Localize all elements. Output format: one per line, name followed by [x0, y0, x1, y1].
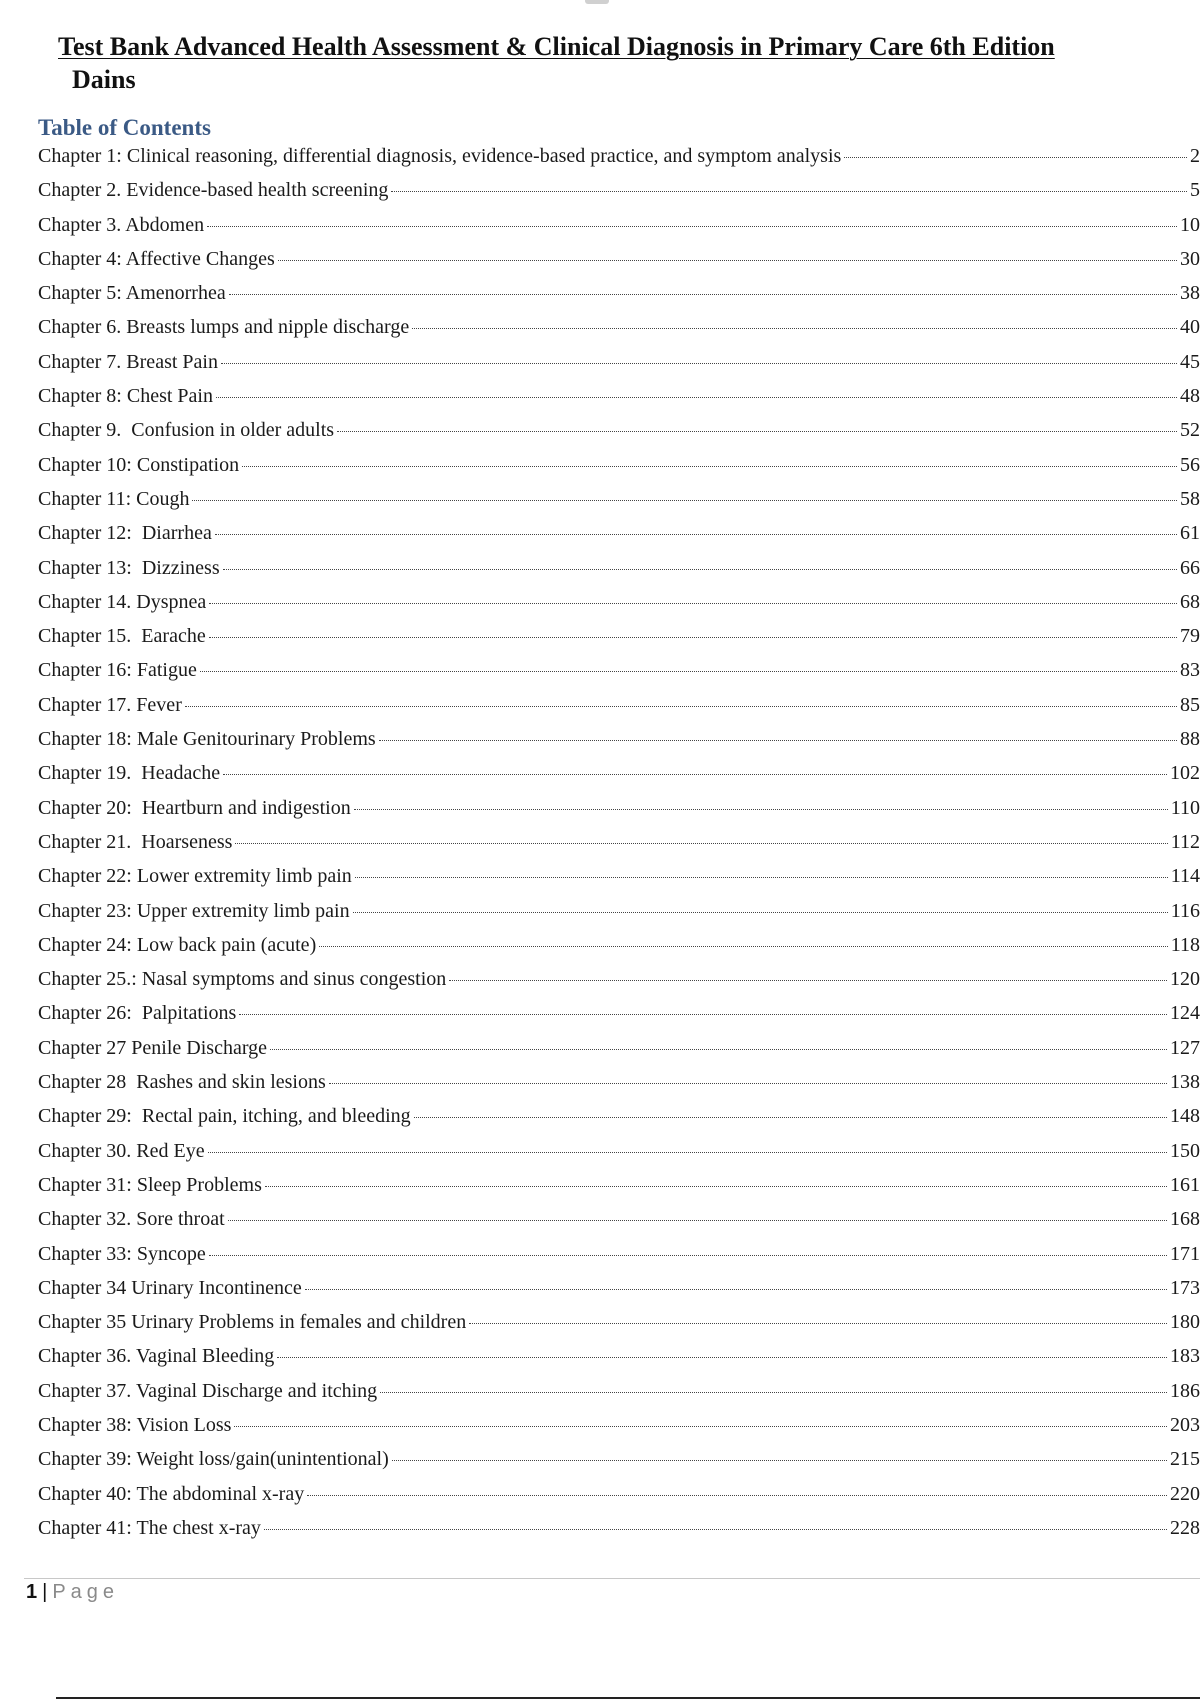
toc-dot-leader	[391, 191, 1187, 192]
footer-divider	[24, 1578, 1200, 1579]
toc-entry-page: 88	[1180, 728, 1200, 751]
toc-entry-page: 10	[1180, 213, 1200, 236]
toc-entry[interactable]	[38, 1037, 1200, 1071]
toc-entry-title: Chapter 15. Earache	[38, 625, 206, 648]
toc-dot-leader	[234, 1426, 1167, 1427]
toc-entry-page: 102	[1170, 762, 1200, 785]
page-label: Page	[52, 1581, 120, 1603]
toc-entry-page: 30	[1180, 247, 1200, 270]
toc-entry-title: Chapter 2. Evidence-based health screening	[38, 179, 389, 202]
toc-entry[interactable]	[38, 488, 1200, 522]
toc-entry-title: Chapter 39: Weight loss/gain(unintentional)	[38, 1448, 389, 1471]
toc-entry-title: Chapter 18: Male Genitourinary Problems	[38, 728, 376, 751]
toc-entry-title: Chapter 7. Breast Pain	[38, 350, 218, 373]
page-footer	[26, 1581, 119, 1604]
toc-entry-title: Chapter 22: Lower extremity limb pain	[38, 865, 352, 888]
toc-entry[interactable]	[38, 1483, 1200, 1517]
toc-entry[interactable]	[38, 1208, 1200, 1242]
toc-entry-page: 138	[1170, 1071, 1200, 1094]
toc-entry[interactable]	[38, 179, 1200, 213]
toc-entry-page: 79	[1180, 625, 1200, 648]
toc-dot-leader	[355, 877, 1168, 878]
toc-entry[interactable]	[38, 968, 1200, 1002]
toc-entry-title: Chapter 14. Dyspnea	[38, 590, 207, 613]
toc-entry[interactable]	[38, 591, 1200, 625]
toc-dot-leader	[277, 1357, 1167, 1358]
toc-entry-page: 48	[1180, 385, 1200, 408]
toc-entry-title: Chapter 3. Abdomen	[38, 213, 205, 236]
top-edge-mark	[585, 0, 609, 4]
toc-entry[interactable]	[38, 1345, 1200, 1379]
toc-entry-title: Chapter 33: Syncope	[38, 1242, 206, 1265]
toc-entry-title: Chapter 31: Sleep Problems	[38, 1173, 262, 1196]
toc-entry-title: Chapter 28 Rashes and skin lesions	[38, 1071, 326, 1094]
toc-entry[interactable]	[38, 865, 1200, 899]
toc-entry[interactable]	[38, 900, 1200, 934]
toc-entry-title: Chapter 25.: Nasal symptoms and sinus congestion	[38, 968, 447, 991]
toc-dot-leader	[264, 1529, 1167, 1530]
page-separator: |	[42, 1581, 48, 1603]
toc-entry-title: Chapter 29: Rectal pain, itching, and bleeding	[38, 1105, 411, 1128]
toc-dot-leader	[221, 363, 1177, 364]
toc-entry-title: Chapter 20: Heartburn and indigestion	[38, 796, 351, 819]
toc-entry[interactable]	[38, 934, 1200, 968]
toc-entry-title: Chapter 38: Vision Loss	[38, 1413, 232, 1436]
toc-entry-title: Chapter 26: Palpitations	[38, 1002, 237, 1025]
document-title-line-2: Dains	[72, 65, 136, 94]
toc-dot-leader	[319, 946, 1168, 947]
toc-entry-title: Chapter 24: Low back pain (acute)	[38, 933, 317, 956]
toc-dot-leader	[337, 431, 1177, 432]
toc-entry-page: 124	[1170, 1002, 1200, 1025]
toc-dot-leader	[242, 466, 1177, 467]
toc-entry-title: Chapter 30. Red Eye	[38, 1139, 205, 1162]
toc-dot-leader	[412, 328, 1177, 329]
toc-dot-leader	[380, 1392, 1167, 1393]
toc-entry-title: Chapter 13: Dizziness	[38, 556, 220, 579]
toc-dot-leader	[223, 569, 1177, 570]
toc-dot-leader	[353, 912, 1168, 913]
toc-entry-title: Chapter 8: Chest Pain	[38, 385, 213, 408]
toc-dot-leader	[379, 740, 1177, 741]
toc-entry[interactable]	[38, 762, 1200, 796]
toc-dot-leader	[216, 397, 1177, 398]
toc-entry-title: Chapter 41: The chest x-ray	[38, 1516, 261, 1539]
toc-entry[interactable]	[38, 351, 1200, 385]
toc-entry-title: Chapter 11: Cough	[38, 487, 190, 510]
toc-dot-leader	[228, 1220, 1167, 1221]
toc-entry-page: 58	[1180, 487, 1200, 510]
toc-entry-page: 228	[1170, 1516, 1200, 1539]
toc-entry-page: 183	[1170, 1345, 1200, 1368]
toc-dot-leader	[215, 534, 1177, 535]
toc-entry[interactable]	[38, 1517, 1200, 1551]
toc-entry-title: Chapter 10: Constipation	[38, 453, 240, 476]
toc-entry-title: Chapter 1: Clinical reasoning, differential diagnosis, evidence-based practice, and symptom analysis	[38, 145, 842, 167]
toc-dot-leader	[329, 1083, 1167, 1084]
toc-entry[interactable]	[38, 557, 1200, 591]
toc-entry[interactable]	[38, 145, 1200, 179]
toc-entry-title: Chapter 27 Penile Discharge	[38, 1036, 268, 1059]
toc-entry-page: 186	[1170, 1379, 1200, 1402]
toc-dot-leader	[307, 1495, 1167, 1496]
toc-entry-page: 68	[1180, 590, 1200, 613]
toc-entry-page: 118	[1170, 933, 1200, 956]
toc-entry-page: 203	[1170, 1413, 1200, 1436]
toc-dot-leader	[209, 1255, 1167, 1256]
toc-dot-leader	[414, 1117, 1167, 1118]
toc-dot-leader	[200, 671, 1177, 672]
toc-dot-leader	[305, 1289, 1167, 1290]
page-number: 1	[26, 1581, 38, 1603]
toc-entry-title: Chapter 12: Diarrhea	[38, 522, 212, 545]
toc-dot-leader	[354, 809, 1168, 810]
toc-entry[interactable]	[38, 1105, 1200, 1139]
toc-entry-page: 112	[1170, 830, 1200, 853]
toc-dot-leader	[449, 980, 1167, 981]
toc-dot-leader	[239, 1014, 1167, 1015]
toc-entry[interactable]	[38, 282, 1200, 316]
toc-dot-leader	[229, 294, 1177, 295]
toc-entry[interactable]	[38, 316, 1200, 350]
toc-entry-page: 161	[1170, 1173, 1200, 1196]
toc-entry-title: Chapter 40: The abdominal x-ray	[38, 1482, 305, 1505]
toc-entry-page: 66	[1180, 556, 1200, 579]
toc-dot-leader	[278, 260, 1177, 261]
toc-entry-title: Chapter 19. Headache	[38, 762, 221, 785]
toc-dot-leader	[209, 603, 1177, 604]
toc-entry-page: 116	[1170, 899, 1200, 922]
toc-entry[interactable]	[38, 1243, 1200, 1277]
toc-dot-leader	[270, 1049, 1167, 1050]
toc-entry[interactable]	[38, 797, 1200, 831]
toc-dot-leader	[844, 157, 1187, 158]
toc-dot-leader	[192, 500, 1177, 501]
toc-dot-leader	[208, 1152, 1167, 1153]
toc-entry[interactable]	[38, 1140, 1200, 1174]
toc-entry-title: Chapter 4: Affective Changes	[38, 247, 275, 270]
toc-dot-leader	[185, 706, 1177, 707]
toc-entry-page: 180	[1170, 1311, 1200, 1334]
toc-entry-page: 45	[1180, 350, 1200, 373]
toc-entry[interactable]	[38, 214, 1200, 248]
toc-entry-title: Chapter 34 Urinary Incontinence	[38, 1276, 302, 1299]
toc-entry[interactable]	[38, 248, 1200, 282]
toc-entry[interactable]	[38, 1277, 1200, 1311]
toc-entry-page: 56	[1180, 453, 1200, 476]
toc-entry-page: 5	[1190, 179, 1200, 202]
toc-entry-page: 52	[1180, 419, 1200, 442]
toc-entry-title: Chapter 17. Fever	[38, 693, 182, 716]
toc-entry[interactable]	[38, 831, 1200, 865]
toc-entry-title: Chapter 21. Hoarseness	[38, 830, 233, 853]
toc-entry[interactable]	[38, 522, 1200, 556]
toc-entry-page: 83	[1180, 659, 1200, 682]
toc-entry-page: 40	[1180, 316, 1200, 339]
toc-dot-leader	[209, 637, 1177, 638]
toc-entry-title: Chapter 5: Amenorrhea	[38, 282, 226, 305]
toc-entry-page: 110	[1170, 796, 1200, 819]
toc-entry[interactable]	[38, 1380, 1200, 1414]
bottom-divider	[56, 1697, 1200, 1699]
toc-entry-page: 85	[1180, 693, 1200, 716]
toc-entry-page: 215	[1170, 1448, 1200, 1471]
toc-entry-page: 148	[1170, 1105, 1200, 1128]
toc-entry-page: 171	[1170, 1242, 1200, 1265]
toc-list	[38, 145, 1200, 1551]
toc-entry-page: 173	[1170, 1276, 1200, 1299]
toc-entry[interactable]	[38, 385, 1200, 419]
toc-entry-title: Chapter 23: Upper extremity limb pain	[38, 899, 350, 922]
toc-entry-page: 150	[1170, 1139, 1200, 1162]
toc-entry-title: Chapter 9. Confusion in older adults	[38, 419, 335, 442]
toc-entry[interactable]	[38, 625, 1200, 659]
toc-dot-leader	[207, 226, 1177, 227]
toc-dot-leader	[223, 774, 1167, 775]
toc-entry[interactable]	[38, 454, 1200, 488]
toc-entry-title: Chapter 32. Sore throat	[38, 1208, 225, 1231]
toc-entry[interactable]	[38, 1071, 1200, 1105]
document-title	[58, 30, 1178, 96]
toc-entry[interactable]	[38, 1311, 1200, 1345]
toc-dot-leader	[469, 1323, 1167, 1324]
toc-entry[interactable]	[38, 1174, 1200, 1208]
toc-entry[interactable]	[38, 694, 1200, 728]
toc-dot-leader	[265, 1186, 1167, 1187]
toc-heading: Table of Contents	[38, 115, 211, 140]
toc-entry[interactable]	[38, 1448, 1200, 1482]
toc-entry[interactable]	[38, 419, 1200, 453]
toc-entry[interactable]	[38, 1002, 1200, 1036]
toc-entry-title: Chapter 35 Urinary Problems in females and children	[38, 1311, 467, 1334]
document-title-line-1: Test Bank Advanced Health Assessment & Clinical Diagnosis in Primary Care 6th Edition	[58, 32, 1055, 61]
toc-entry-page: 38	[1180, 282, 1200, 305]
toc-entry-title: Chapter 16: Fatigue	[38, 659, 197, 682]
toc-entry-page: 120	[1170, 968, 1200, 991]
toc-entry-page: 2	[1190, 145, 1200, 167]
toc-entry-page: 220	[1170, 1482, 1200, 1505]
toc-entry-title: Chapter 37. Vaginal Discharge and itching	[38, 1379, 378, 1402]
toc-entry-title: Chapter 36. Vaginal Bleeding	[38, 1345, 275, 1368]
toc-dot-leader	[235, 843, 1167, 844]
toc-entry[interactable]	[38, 728, 1200, 762]
toc-entry-page: 114	[1170, 865, 1200, 888]
toc-entry[interactable]	[38, 1414, 1200, 1448]
toc-entry-title: Chapter 6. Breasts lumps and nipple discharge	[38, 316, 410, 339]
toc-entry[interactable]	[38, 659, 1200, 693]
toc-entry-page: 168	[1170, 1208, 1200, 1231]
toc-entry-page: 127	[1170, 1036, 1200, 1059]
toc-entry-page: 61	[1180, 522, 1200, 545]
toc-dot-leader	[392, 1460, 1167, 1461]
